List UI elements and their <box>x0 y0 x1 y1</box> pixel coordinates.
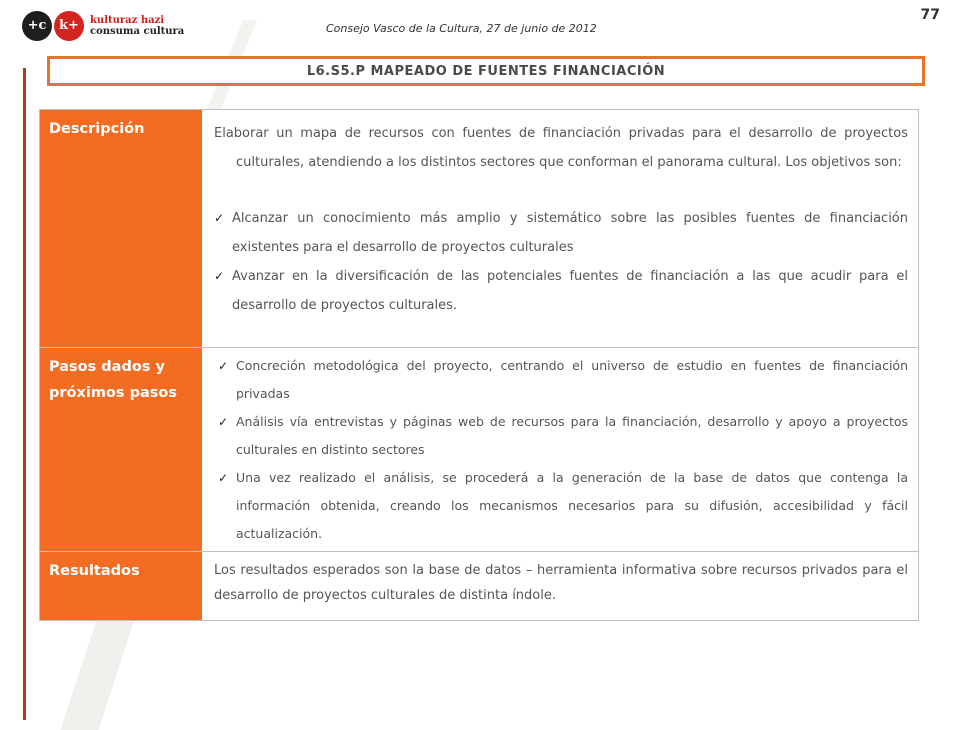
list-item <box>218 352 908 408</box>
row-label-descripcion: Descripción <box>40 110 202 347</box>
list-item <box>218 408 908 464</box>
list-item <box>214 262 908 320</box>
title-box <box>47 56 925 86</box>
logo-word-cultura: cultura <box>143 26 185 37</box>
results-text: Los resultados esperados son la base de datos – herramienta informativa sobre recursos privados para el desarrollo de proyectos culturales de distinta índole. <box>214 563 908 603</box>
logo-word-consuma: consuma <box>90 26 140 37</box>
row-content-resultados <box>202 552 918 620</box>
row-content-descripcion <box>202 110 918 347</box>
header-caption: Consejo Vasco de la Cultura, 27 de junio de 2012 <box>326 22 597 35</box>
row-content-pasos <box>202 348 918 551</box>
checkmark-icon: ✓ <box>214 211 225 225</box>
logo-word-kulturaz: kulturaz <box>90 15 138 26</box>
table-row-descripcion <box>40 110 918 347</box>
list-item <box>218 464 908 548</box>
page-number: 77 <box>920 7 940 23</box>
list-item-text: Análisis vía entrevistas y páginas web de recursos para la financiación, desarrollo y apoyo a proyectos culturales en distinto sectores <box>236 414 908 457</box>
left-margin-rule <box>23 68 26 720</box>
checkmark-icon: ✓ <box>218 471 229 485</box>
logo-word-hazi: hazi <box>140 15 165 26</box>
checkmark-icon: ✓ <box>214 269 225 283</box>
list-item-text: Avanzar en la diversificación de las potenciales fuentes de financiación a las que acudir para el desarrollo de proyectos culturales. <box>232 269 908 313</box>
list-item-text: Concreción metodológica del proyecto, centrando el universo de estudio en fuentes de financiación privadas <box>236 358 908 401</box>
list-item <box>214 204 908 262</box>
list-item-text: Alcanzar un conocimiento más amplio y sistemático sobre las posibles fuentes de financiación existentes para el desarrollo de proyectos culturales <box>232 211 908 255</box>
row-label-resultados: Resultados <box>40 552 202 620</box>
logo-circle-dark: +c <box>22 11 52 41</box>
page-title: L6.S5.P MAPEADO DE FUENTES FINANCIACIÓN <box>306 63 666 79</box>
checkmark-icon: ✓ <box>218 359 229 373</box>
logo-circle-red: k+ <box>54 11 84 41</box>
info-table <box>39 109 919 621</box>
row-label-pasos: Pasos dados y próximos pasos <box>40 348 202 551</box>
logo-wordmark <box>90 15 184 37</box>
description-intro: Elaborar un mapa de recursos con fuentes de financiación privadas para el desarrollo de proyectos culturales, atendiendo a los distintos sectores que conforman el panorama cultural. Los objetivos son: <box>214 126 908 170</box>
table-row-pasos <box>40 347 918 551</box>
background-watermark <box>61 610 138 730</box>
list-item-text: Una vez realizado el análisis, se procederá a la generación de la base de datos que contenga la información obtenida, creando los mecanismos necesarios para su difusión, accesibilidad y fácil actualización. <box>236 470 908 541</box>
table-row-resultados <box>40 551 918 620</box>
checkmark-icon: ✓ <box>218 415 229 429</box>
